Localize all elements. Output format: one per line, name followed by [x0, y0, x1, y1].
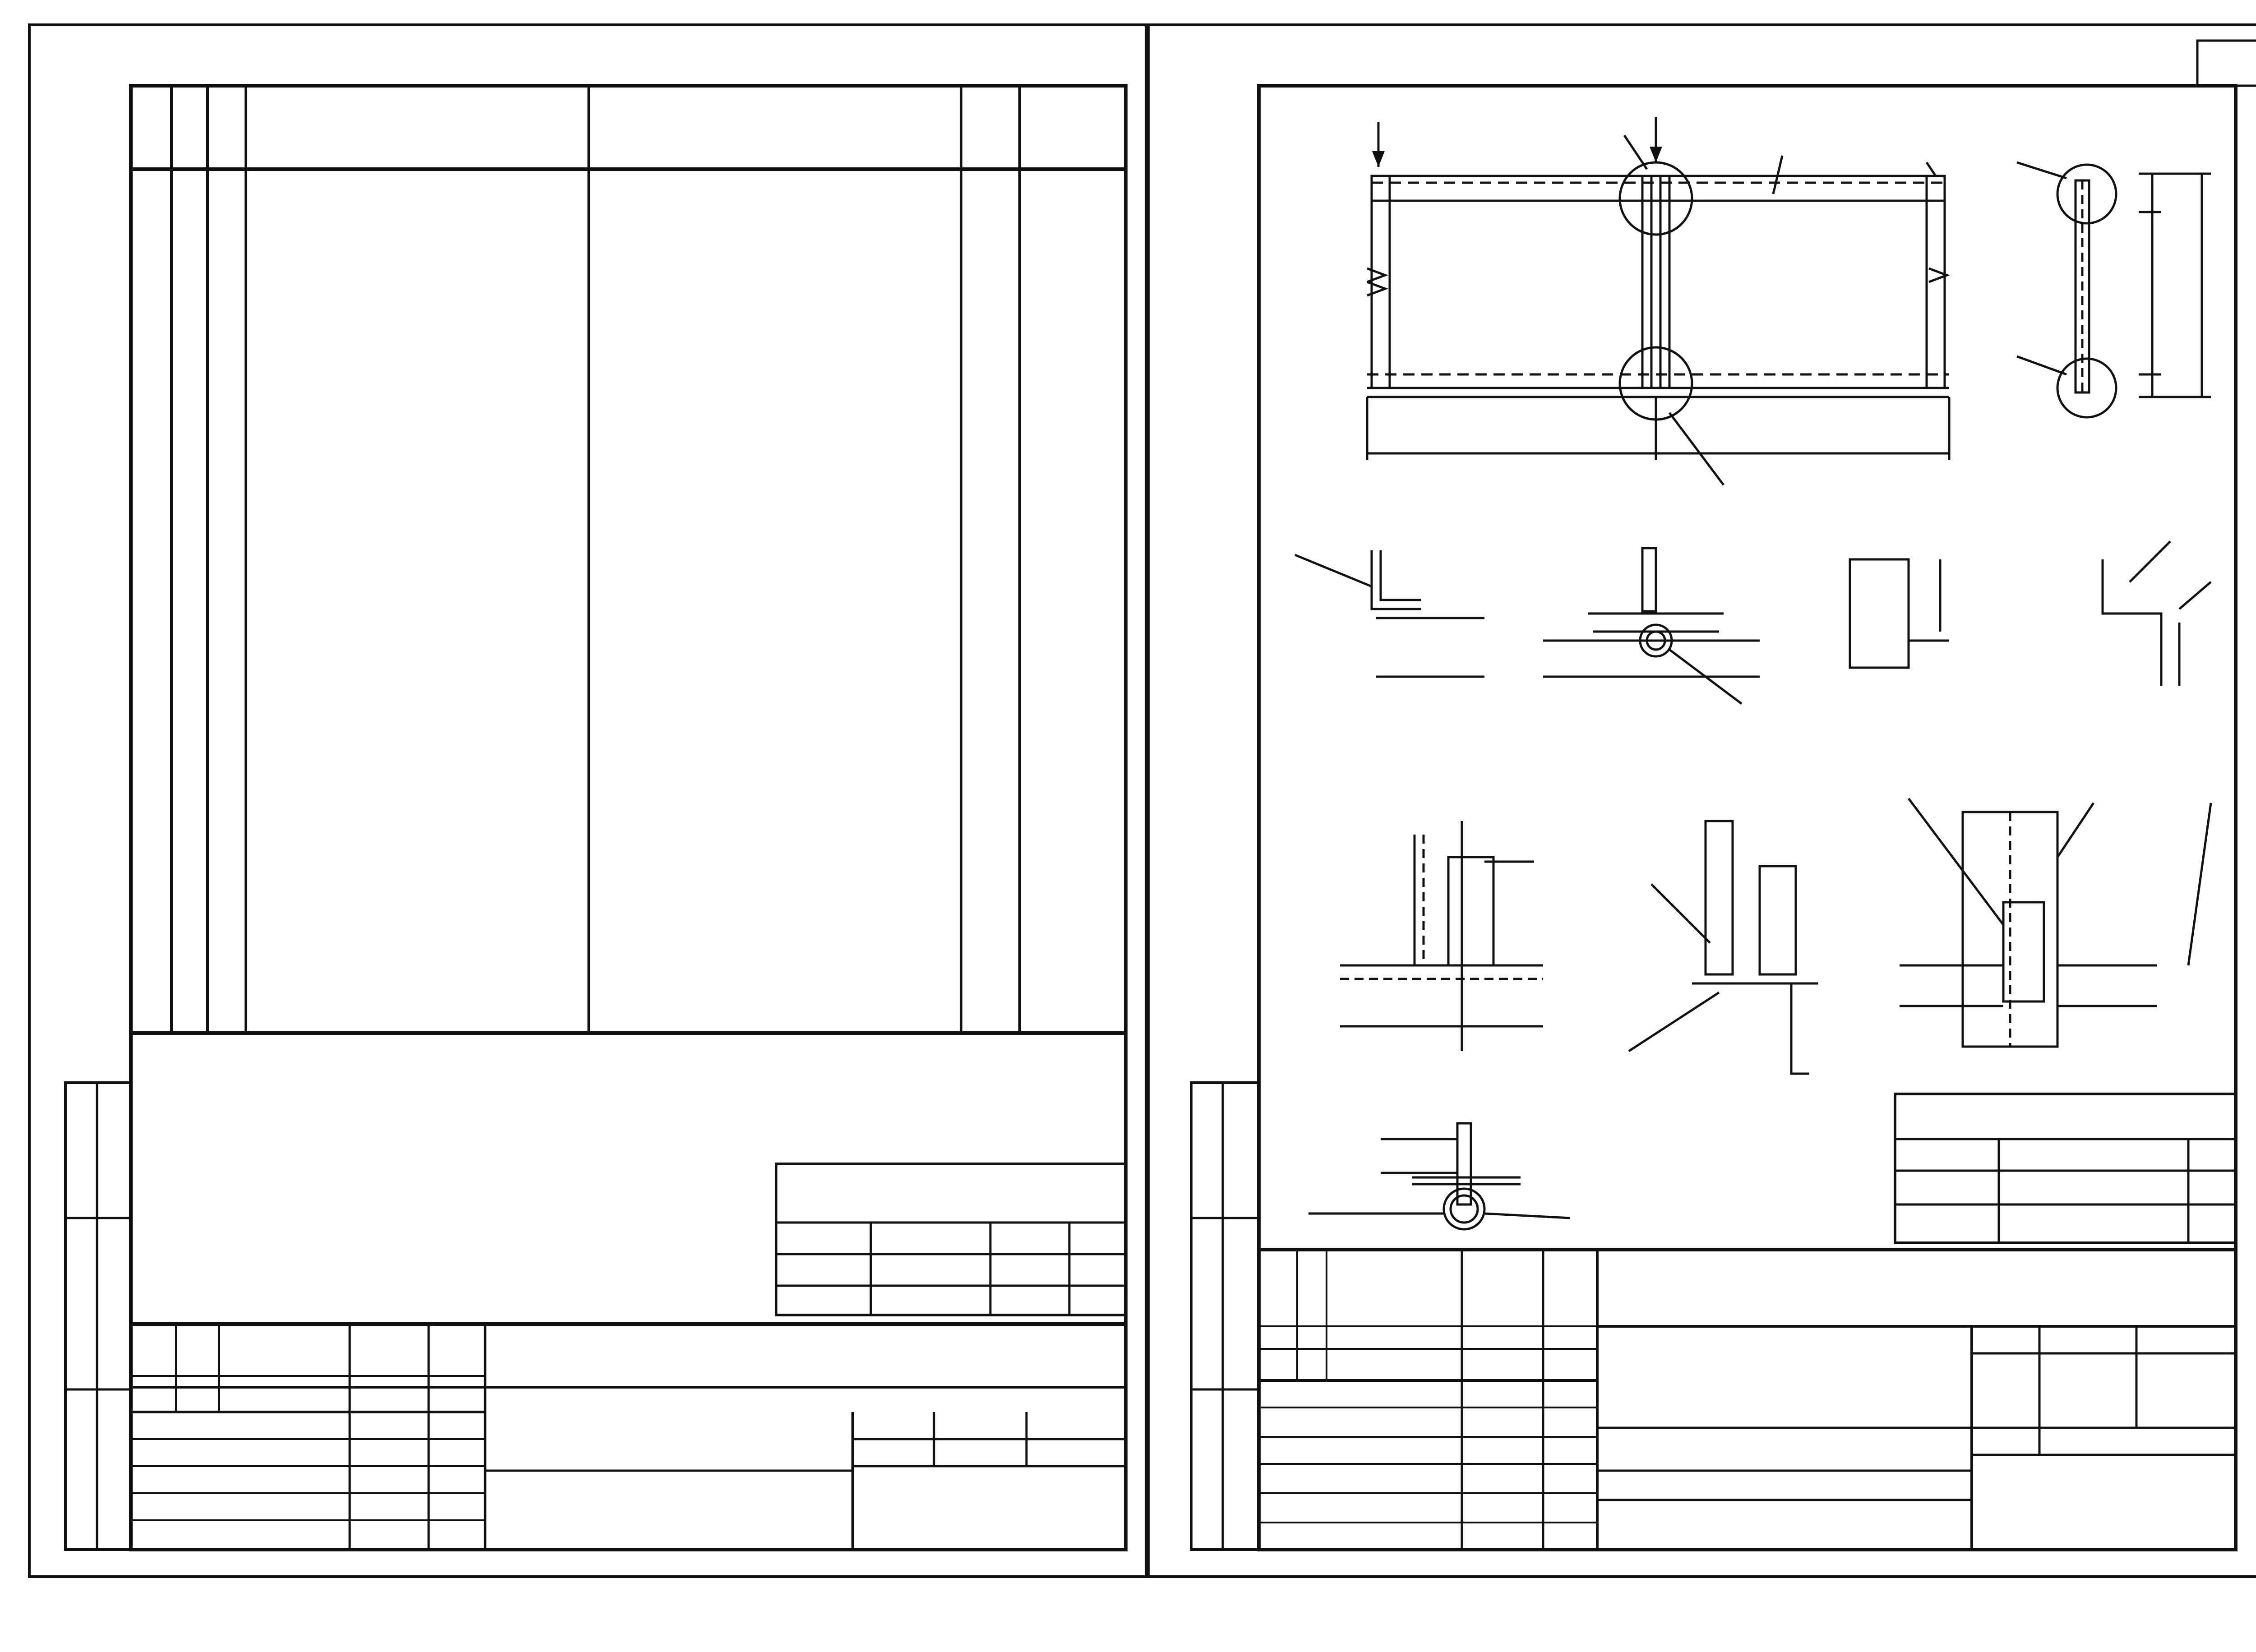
right-title-block [1259, 1250, 2236, 1550]
detail-row-3 [1340, 798, 2211, 1074]
main-view [1367, 117, 1949, 485]
left-side-strip [65, 1083, 131, 1550]
left-title-block [131, 1324, 1126, 1550]
left-inner-frame [131, 86, 1126, 1550]
right-sheet [1148, 25, 2256, 1577]
spec-table [131, 86, 1126, 1033]
left-bound-block [776, 1164, 1126, 1315]
detail-row-2 [1295, 541, 2211, 704]
section-bb [1308, 1123, 1570, 1229]
left-sheet [29, 25, 1146, 1577]
right-bound-block [1895, 1094, 2236, 1243]
right-side-strip [1191, 1083, 1259, 1550]
side-view [2017, 162, 2211, 417]
